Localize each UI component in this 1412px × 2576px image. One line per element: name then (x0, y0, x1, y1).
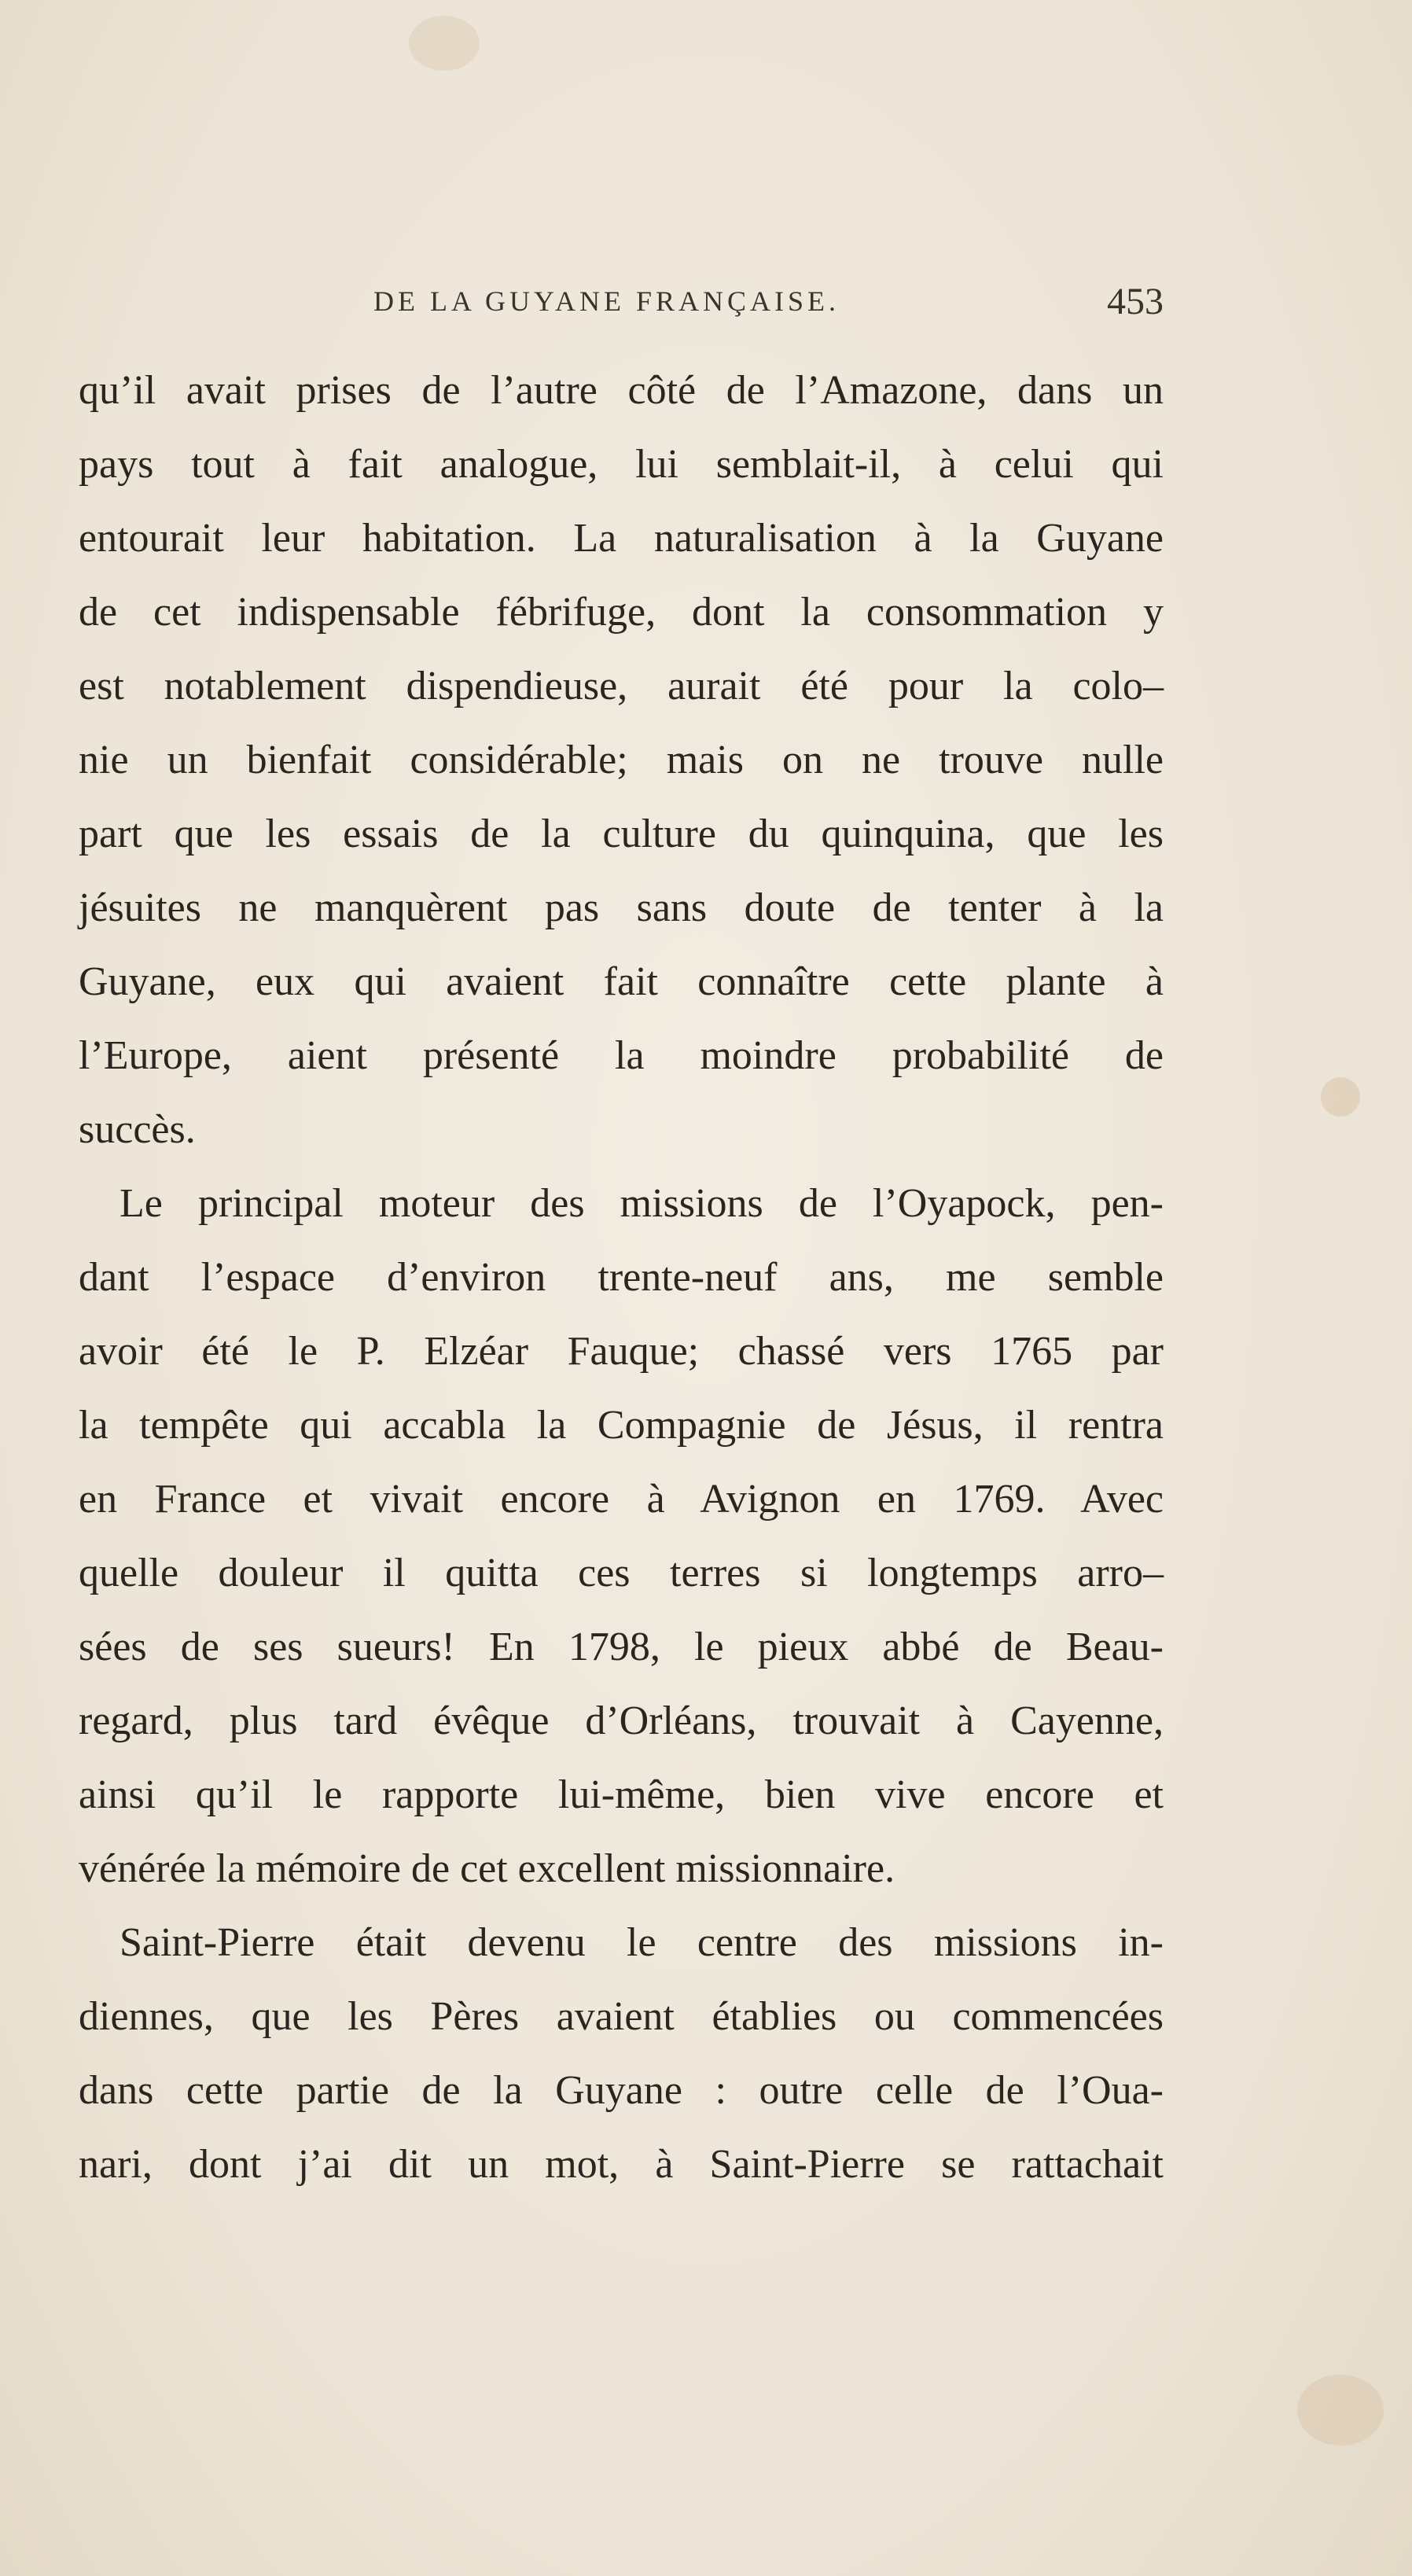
text-line: sées de ses sueurs! En 1798, le pieux abbé de Beau- (79, 1625, 1164, 1669)
text-line: entourait leur habitation. La naturalisation à la Guyane (79, 516, 1164, 561)
text-line: nie un bienfait considérable; mais on ne trouve nulle (79, 738, 1164, 782)
text-line: Le principal moteur des missions de l’Oyapock, pen- (120, 1181, 1164, 1226)
text-line: dant l’espace d’environ trente-neuf ans, me semble (79, 1255, 1164, 1300)
running-head (79, 280, 1164, 327)
paragraph (79, 1167, 1164, 1906)
paper-stain (1321, 1077, 1360, 1117)
text-line: succès. (79, 1107, 196, 1152)
text-line: avoir été le P. Elzéar Fauque; chassé vers 1765 par (79, 1329, 1164, 1374)
text-line: Saint-Pierre était devenu le centre des missions in- (120, 1920, 1164, 1965)
text-line: en France et vivait encore à Avignon en 1769. Avec (79, 1477, 1164, 1522)
text-line: diennes, que les Pères avaient établies ou commencées (79, 1994, 1164, 2039)
text-line: dans cette partie de la Guyane : outre celle de l’Oua- (79, 2068, 1164, 2113)
text-line: nari, dont j’ai dit un mot, à Saint-Pierre se rattachait (79, 2142, 1164, 2187)
paper-stain (409, 16, 480, 71)
text-line: de cet indispensable fébrifuge, dont la consommation y (79, 590, 1164, 635)
running-head-title: DE LA GUYANE FRANÇAISE. (373, 285, 840, 317)
text-line: pays tout à fait analogue, lui semblait-il, à celui qui (79, 442, 1164, 487)
text-line: jésuites ne manquèrent pas sans doute de tenter à la (79, 885, 1164, 930)
paper-stain (1297, 2375, 1384, 2445)
body-text (79, 354, 1164, 2202)
text-line: regard, plus tard évêque d’Orléans, trouvait à Cayenne, (79, 1698, 1164, 1743)
text-line: ainsi qu’il le rapporte lui-même, bien vive encore et (79, 1772, 1164, 1817)
text-line: qu’il avait prises de l’autre côté de l’Amazone, dans un (79, 368, 1164, 413)
text-line: Guyane, eux qui avaient fait connaître cette plante à (79, 959, 1164, 1004)
text-line: est notablement dispendieuse, aurait été pour la colo– (79, 664, 1164, 708)
paragraph (79, 354, 1164, 1167)
text-line: part que les essais de la culture du quinquina, que les (79, 811, 1164, 856)
text-line: la tempête qui accabla la Compagnie de Jésus, il rentra (79, 1403, 1164, 1448)
text-line: vénérée la mémoire de cet excellent missionnaire. (79, 1846, 895, 1891)
page-number: 453 (1107, 281, 1164, 322)
text-line: l’Europe, aient présenté la moindre probabilité de (79, 1033, 1164, 1078)
text-line: quelle douleur il quitta ces terres si longtemps arro– (79, 1551, 1164, 1595)
paragraph (79, 1906, 1164, 2202)
